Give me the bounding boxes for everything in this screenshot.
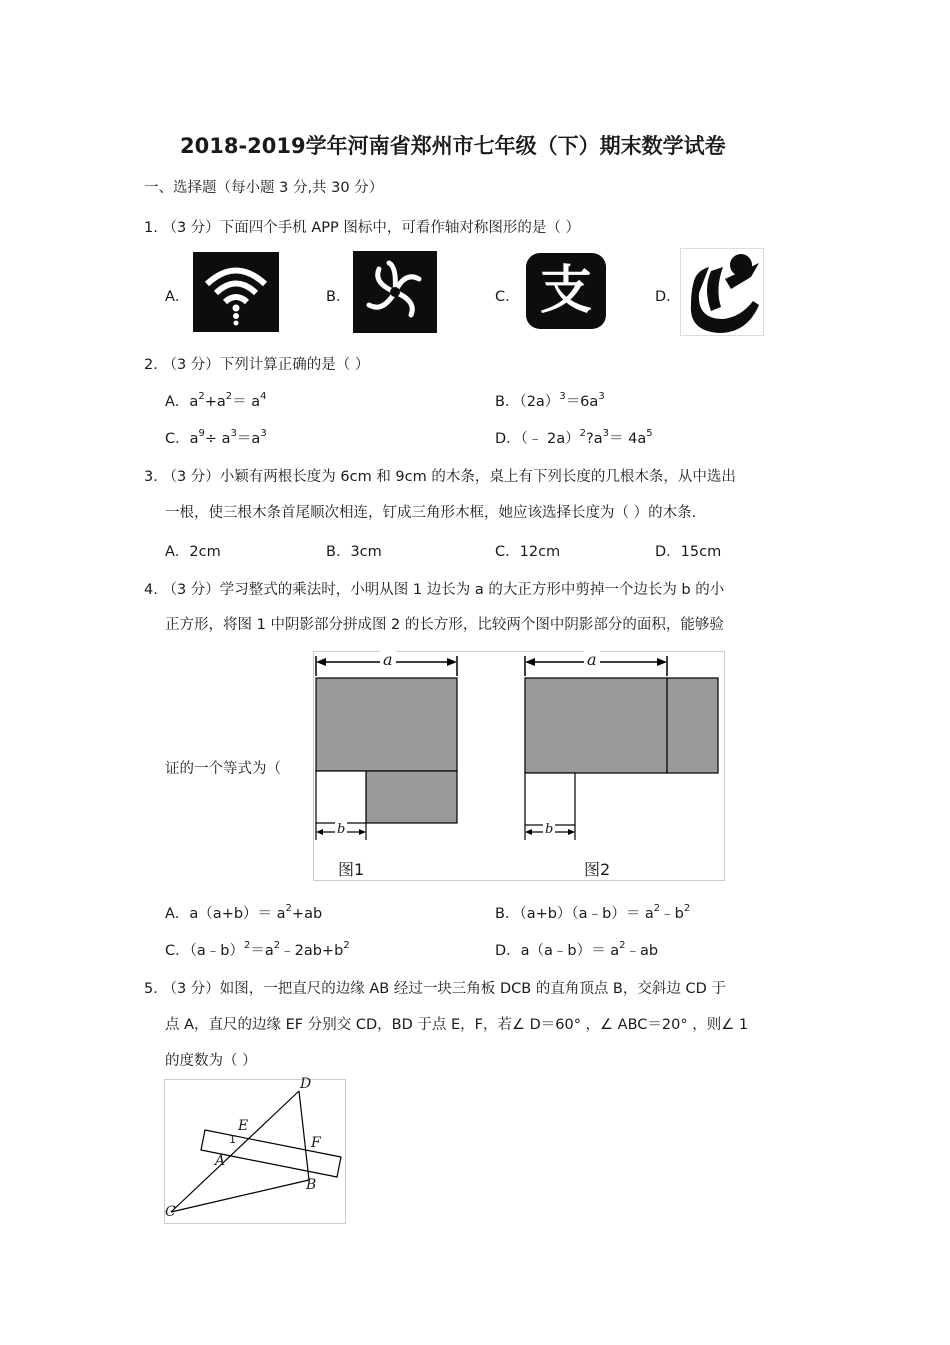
q5-figure (164, 1076, 346, 1224)
point-f-label: F (311, 1135, 321, 1151)
q4-stem-cont: 正方形，将图 1 中阴影部分拼成图 2 的长方形，比较两个图中阴影部分的面积，能够验 (165, 617, 724, 633)
angle-1-label: 1 (229, 1133, 236, 1146)
q4-option-b: B．（a+b）（a﹣b）＝ $a^2﹣b^2$ (495, 903, 691, 922)
q2-option-b: B．$(2a)^3=6a^3$ (495, 391, 605, 410)
q3-option-d: D．15cm (655, 544, 722, 560)
q2-b-text: B．（2a） (495, 394, 560, 410)
q4-option-c: C．$(a﹣b)^2=a^2﹣2ab+b^2$ (165, 940, 350, 959)
pay-app-icon (526, 253, 606, 329)
point-c-label: C (165, 1204, 176, 1220)
point-a-label: A (215, 1153, 226, 1169)
q1-stem: 1. （3 分）下面四个手机 APP 图标中，可看作轴对称图形的是（ ） (144, 220, 581, 236)
pay-char-icon: 支 (539, 261, 592, 321)
square-diagram (314, 652, 724, 880)
q5-stem-end: 的度数为（ ） (165, 1053, 257, 1069)
runner-icon (681, 249, 763, 335)
q4-stem-end: 证的一个等式为（ (165, 761, 281, 777)
q2-c-text: C．a (165, 431, 199, 447)
fig2-label-b: b (545, 822, 554, 837)
page-title: 2018-2019学年河南省郑州市七年级（下）期末数学试卷 (180, 134, 726, 158)
wifi-icon (193, 252, 279, 332)
swirl-app-icon (353, 251, 437, 333)
q1-option-a-label: A． (165, 289, 190, 305)
point-e-label: E (238, 1118, 249, 1134)
point-d-label: D (300, 1076, 312, 1092)
section-heading: 一、选择题（每小题 3 分,共 30 分） (144, 180, 384, 196)
q3-stem: 3. （3 分）小颖有两根长度为 6cm 和 9cm 的木条，桌上有下列长度的几根木条，从中选出 (144, 469, 736, 485)
q2-d-text: D．（﹣ 2a） (495, 431, 580, 447)
q3-option-c: C．12cm (495, 544, 561, 560)
q4-figure (313, 651, 725, 881)
q3-option-b: B．3cm (326, 544, 382, 560)
q1-option-c-label: C． (495, 289, 520, 305)
fig1-caption: 图1 (338, 860, 365, 879)
fig1-label-a: a (380, 650, 396, 669)
q1-option-b-label: B． (326, 289, 351, 305)
q5-stem-cont: 点 A，直尺的边缘 EF 分别交 CD，BD 于点 E，F，若∠ D＝60° ，∠ ABC＝20° ，则∠ 1 (165, 1017, 749, 1033)
q5-stem: 5. （3 分）如图，一把直尺的边缘 AB 经过一块三角板 DCB 的直角顶点 B，交斜边 CD 于 (144, 981, 726, 997)
q2-a-text: A．a (165, 394, 199, 410)
q2-option-c: C．$a^9\div a^3=a^3$ (165, 428, 267, 447)
fig2-caption: 图2 (584, 860, 611, 879)
wifi-app-icon (193, 252, 279, 332)
fig1-label-b: b (337, 822, 346, 837)
q2-option-d: D．（﹣ $2a)^2?a^3= 4a^5$ (495, 428, 653, 447)
q4-stem: 4. （3 分）学习整式的乘法时，小明从图 1 边长为 a 的大正方形中剪掉一个边长为 b 的小 (144, 582, 725, 598)
fig2-label-a: a (584, 650, 600, 669)
point-b-label: B (306, 1177, 317, 1193)
q3-option-a: A．2cm (165, 544, 221, 560)
q4-option-a: A．$a(a+b)= a^2+ab$ (165, 903, 323, 922)
q1-option-d-label: D． (655, 289, 681, 305)
ruler-triangle-diagram (165, 1080, 345, 1223)
figure-app-icon (680, 248, 764, 336)
q3-stem-cont: 一根，使三根木条首尾顺次相连，钉成三角形木框，她应该选择长度为（ ）的木条. (165, 505, 697, 521)
swirl-icon (353, 251, 437, 333)
q2-option-a: A．$a^2+a^2= a^4$ (165, 391, 267, 410)
q2-stem: 2. （3 分）下列计算正确的是（ ） (144, 357, 370, 373)
q4-option-d: D．a（a﹣b）＝ $a^2﹣ab$ (495, 940, 659, 959)
